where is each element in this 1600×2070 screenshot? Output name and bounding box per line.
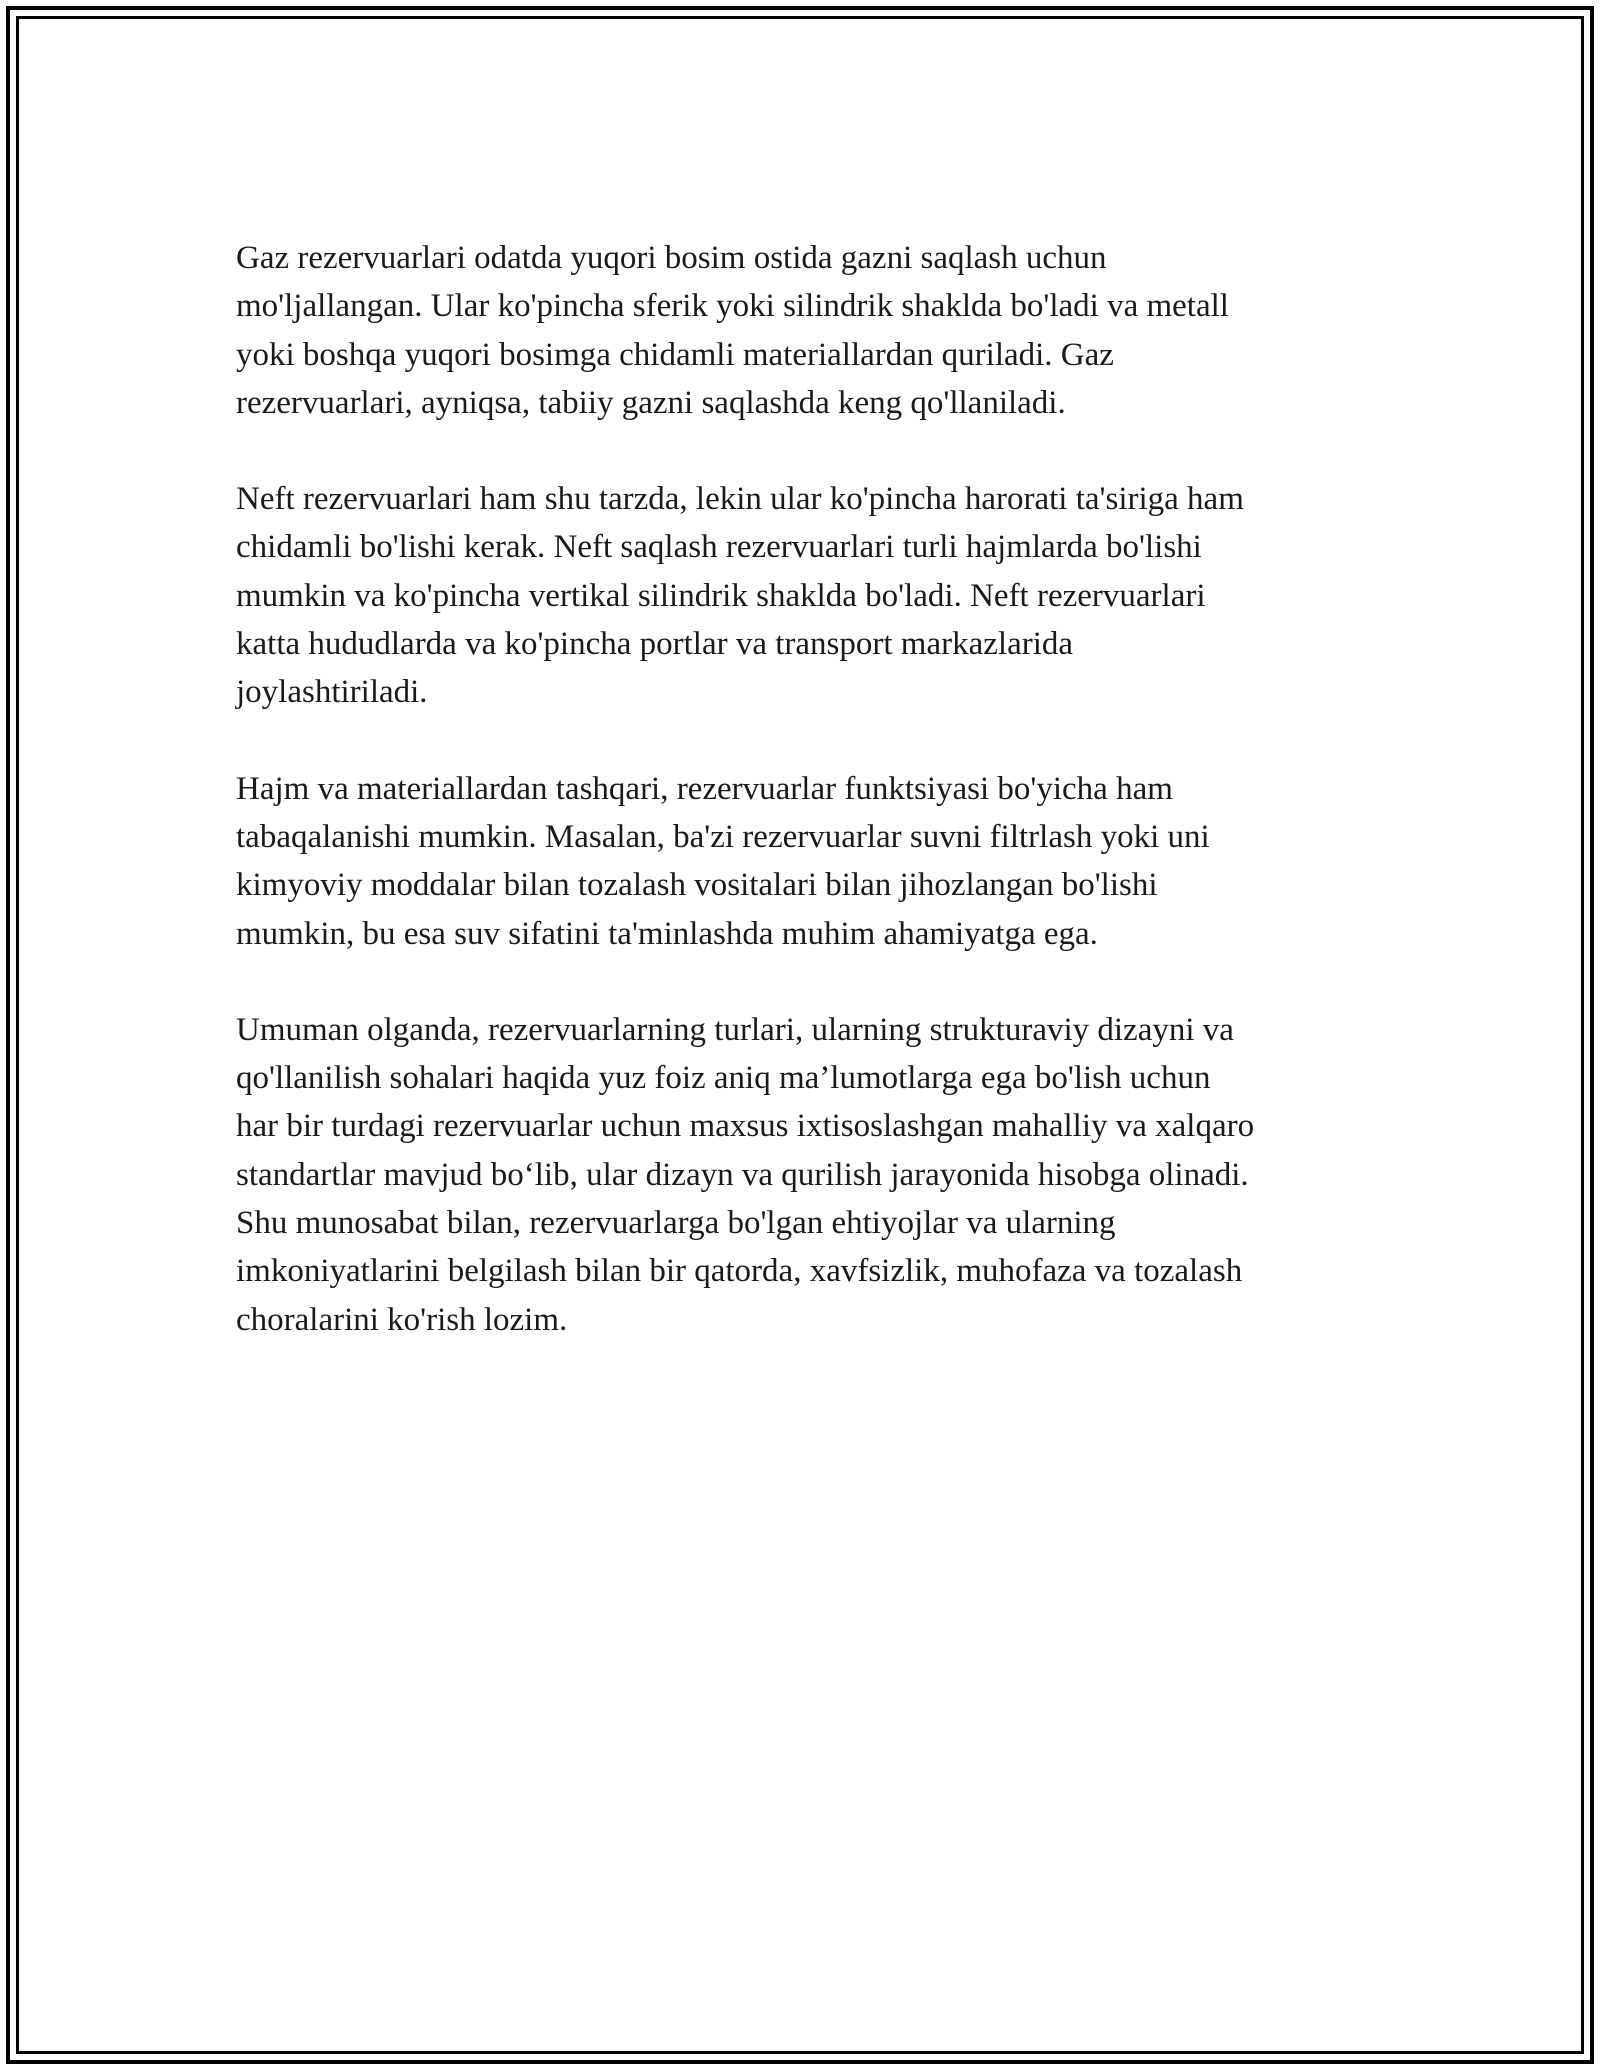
paragraph-oil-reservoirs: Neft rezervuarlari ham shu tarzda, lekin ular ko'pincha harorati ta'siriga ham chidamli bo'lishi kerak. Neft saqlash rezervuarlari turli hajmlarda bo'lishi mumkin va ko'pincha vertikal silindrik shaklda bo'ladi. Neft rezervuarlari katta hududlarda va ko'pincha portlar va transport markazlarida joylashtiriladi. xyxy=(236,481,1244,711)
document-body xyxy=(236,234,1386,1392)
paragraph-conclusion: Umuman olganda, rezervuarlarning turlari, ularning strukturaviy dizayni va qo'llanilish sohalari haqida yuz foiz aniq ma’lumotlarga ega bo'lish uchun har bir turdagi rezervuarlar uchun maxsus ixtisoslashgan mahalliy va xalqaro standartlar mavjud bo‘lib, ular dizayn va qurilish jarayonida hisobga olinadi. Shu munosabat bilan, rezervuarlarga bo'lgan ehtiyojlar va ularning imkoniyatlarini belgilash bilan bir qatorda, xavfsizlik, muhofaza va tozalash choralarini ko'rish lozim. xyxy=(236,1011,1255,1338)
paragraph-gas-reservoirs: Gaz rezervuarlari odatda yuqori bosim ostida gazni saqlash uchun mo'ljallangan. Ular ko'pincha sferik yoki silindrik shaklda bo'ladi va metall yoki boshqa yuqori bosimga chidamli materiallardan quriladi. Gaz rezervuarlari, ayniqsa, tabiiy gazni saqlashda keng qo'llaniladi. xyxy=(236,240,1229,421)
paragraph-reservoir-functions: Hajm va materiallardan tashqari, rezervuarlar funktsiyasi bo'yicha ham tabaqalanishi mumkin. Masalan, ba'zi rezervuarlar suvni filtrlash yoki uni kimyoviy moddalar bilan tozalash vositalari bilan jihozlangan bo'lishi mumkin, bu esa suv sifatini ta'minlashda muhim ahamiyatga ega. xyxy=(236,770,1210,952)
